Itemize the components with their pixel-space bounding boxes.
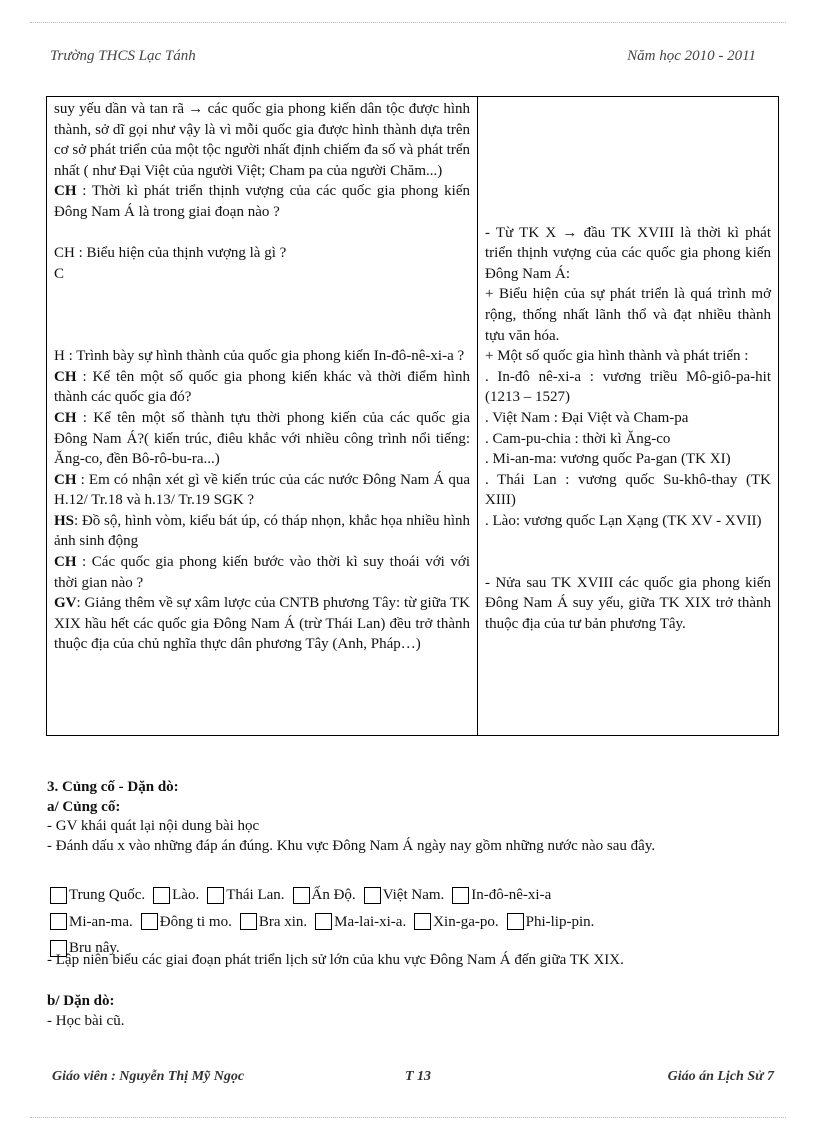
paragraph-text: : Giảng thêm về sự xâm lược của CNTB phương Tây: từ giữa TK XIX hầu hết các quốc gia Đông Nam Á (trừ Thái Lan) đều trở thành thuộc địa của chủ nghĩa thực dân phương Tây (Anh, Pháp…) [54,595,470,653]
teacher-activity-column [47,97,478,736]
option-label: Ấn Độ. [311,887,356,903]
speaker-label: CH [54,554,77,571]
table-paragraph [54,470,470,511]
table-paragraph [485,573,771,635]
table-paragraph [485,449,771,470]
blank-line [54,284,470,305]
blank-line [485,552,771,573]
blank-line [54,326,470,347]
country-option[interactable] [364,884,445,906]
table-paragraph [54,511,470,552]
checkbox-icon[interactable] [507,913,524,930]
header-year: Năm học 2010 - 2011 [627,48,756,64]
country-option[interactable] [141,911,232,933]
table-paragraph [54,346,470,367]
paragraph-text: : Thời kì phát triển thịnh vượng của các quốc gia phong kiến Đông Nam Á là trong giai đoạn nào ? [54,183,470,220]
options-row-1 [50,884,780,911]
table-paragraph [54,367,470,408]
table-paragraph [54,552,470,593]
speaker-label: CH [54,368,77,385]
table-paragraph [54,243,470,264]
option-label: Ma-lai-xi-a. [334,913,407,930]
option-label: Lào. [172,887,200,903]
footer-teacher: Giáo viên : Nguyễn Thị Mỹ Ngọc [52,1069,245,1084]
section-title: 3. Củng cố - Dặn dò: [47,779,179,795]
blank-line [54,223,470,244]
review-line-2: - Đánh dấu x vào những đáp án đúng. Khu vực Đông Nam Á ngày nay gồm những nước nào sau đây. [47,837,656,854]
content-column [478,97,779,736]
country-option[interactable] [50,911,133,933]
paragraph-text: H : Trình bày sự hình thành của quốc gia phong kiến In-đô-nê-xi-a ? [54,348,465,365]
paragraph-text: suy yếu dần và tan rã → các quốc gia phong kiến dân tộc được hình thành, sở dĩ gọi như vậy là vì mỗi quốc gia được hình thành dựa trên cơ sở phát triển của một tộc người nhất định chiếm đa số và phát trển nhất ( như Đại Việt của người Việt; Cham pa của người Chăm...) [54,101,470,179]
blank-line [485,120,771,141]
paragraph-text: . Lào: vương quốc Lạn Xạng (TK XV - XVII) [485,512,762,529]
checkbox-icon[interactable] [293,887,310,904]
footer-subject: Giáo án Lịch Sử 7 [667,1069,774,1084]
paragraph-text: . Mi-an-ma: vương quốc Pa-gan (TK XI) [485,451,731,468]
bottom-dotted-line [30,1117,786,1118]
homework-title: b/ Dặn dò: [47,993,115,1009]
homework-line-1: - Học bài cũ. [47,1013,125,1029]
paragraph-text: + Biểu hiện của sự phát triển là quá trình mở rộng, thống nhất lãnh thổ và đạt nhiều thành tựu văn hóa. [485,286,771,344]
option-label: In-đô-nê-xi-a [471,887,552,903]
country-option[interactable] [315,911,406,933]
country-option[interactable] [452,884,551,906]
checkbox-icon[interactable] [414,913,431,930]
table-paragraph [485,223,771,285]
table-paragraph [485,346,771,367]
table-paragraph [485,470,771,511]
paragraph-text: . Việt Nam : Đại Việt và Cham-pa [485,409,689,426]
country-option[interactable] [153,884,199,906]
table-paragraph [485,284,771,346]
paragraph-text: : Các quốc gia phong kiến bước vào thời kì suy thoái với với thời gian nào ? [54,554,470,591]
section-review [47,778,777,856]
lesson-table [46,96,779,736]
checkbox-icon[interactable] [50,887,67,904]
checkbox-icon[interactable] [207,887,224,904]
checkbox-icon[interactable] [452,887,469,904]
speaker-label: CH [54,409,77,426]
checkbox-icon[interactable] [50,913,67,930]
paragraph-text: + Một số quốc gia hình thành và phát triển : [485,348,749,365]
checkbox-icon[interactable] [240,913,257,930]
table-paragraph [485,367,771,408]
speaker-label: CH [54,471,77,488]
options-row-2 [50,911,780,938]
footer-page: T 13 [405,1069,432,1084]
paragraph-text: . Cam-pu-chia : thời kì Ăng-co [485,430,671,447]
country-option[interactable] [293,884,356,906]
country-option[interactable] [240,911,307,933]
paragraph-text: - Nửa sau TK XVIII các quốc gia phong kiến Đông Nam Á suy yếu, giữa TK XIX trở thành thuộc địa của tư bản phương Tây. [485,574,771,632]
blank-line [485,140,771,161]
table-paragraph [54,264,470,285]
checkbox-icon[interactable] [315,913,332,930]
option-label: Trung Quốc. [69,887,146,903]
table-paragraph [54,593,470,655]
table-paragraph [54,408,470,470]
review-line-3: - Lập niên biểu các giai đoạn phát triển lịch sử lớn của khu vực Đông Nam Á đến giữa TK XIX. [47,952,624,968]
speaker-label: HS [54,512,75,529]
country-option[interactable] [414,911,498,933]
option-label: Phi-lip-pin. [525,913,595,930]
paragraph-text: CH : Biểu hiện của thịnh vượng là gì ? [54,245,287,262]
paragraph-text: : Em có nhận xét gì về kiến trúc của các nước Đông Nam Á qua H.12/ Tr.18 và h.13/ Tr.19 SGK ? [54,471,470,509]
checkbox-icon[interactable] [364,887,381,904]
blank-line [485,99,771,120]
speaker-label: CH [54,183,77,200]
paragraph-text: . Thái Lan : vương quốc Su-khô-thay (TK XIII) [485,471,771,509]
paragraph-text: : Kể tên một số quốc gia phong kiến khác và thời điểm hình thành các quốc gia đó? [54,368,470,406]
option-label: Thái Lan. [226,887,285,903]
top-dotted-line [30,22,786,23]
checkbox-icon[interactable] [153,887,170,904]
speaker-label: GV [54,595,77,612]
table-paragraph [54,99,470,181]
paragraph-text: : Đồ sộ, hình vòm, kiểu bát úp, có tháp nhọn, khắc họa nhiều hình ảnh sinh động [54,512,470,550]
review-title: a/ Củng cố: [47,798,121,815]
table-paragraph [485,429,771,450]
table-paragraph [54,181,470,222]
country-option[interactable] [507,911,595,933]
table-paragraph [485,408,771,429]
paragraph-text: - Từ TK X → đầu TK XVIII là thời kì phát triển thịnh vượng của các quốc gia phong kiến Đông Nam Á: [485,224,771,282]
option-label: Mi-an-ma. [69,913,133,930]
option-label: Đông ti mo. [159,913,232,930]
blank-line [485,181,771,202]
option-label: Bra xin. [258,913,308,930]
blank-line [54,305,470,326]
homework-section [47,991,777,1031]
country-option[interactable] [50,884,145,906]
country-option[interactable] [207,884,284,906]
option-label: Việt Nam. [382,887,445,903]
review-line-1: - GV khái quát lại nội dung bài học [47,818,260,834]
table-paragraph [485,511,771,532]
paragraph-text: C [54,265,65,282]
option-label: Bru nây. [69,940,120,956]
option-label: Xin-ga-po. [433,913,499,930]
blank-line [485,161,771,182]
paragraph-text: . In-đô nê-xi-a : vương triều Mô-giô-pa-hit (1213 – 1527) [485,368,771,406]
checkbox-icon[interactable] [141,913,158,930]
blank-line [485,531,771,552]
paragraph-text: : Kể tên một số thành tựu thời phong kiến của các quốc gia Đông Nam Á?( kiến trúc, điêu khắc với nhiều công trình nổi tiếng: Ăng-co, đền Bô-rô-bu-ra...) [54,409,470,468]
header-school: Trường THCS Lạc Tánh [50,48,196,64]
blank-line [485,202,771,223]
